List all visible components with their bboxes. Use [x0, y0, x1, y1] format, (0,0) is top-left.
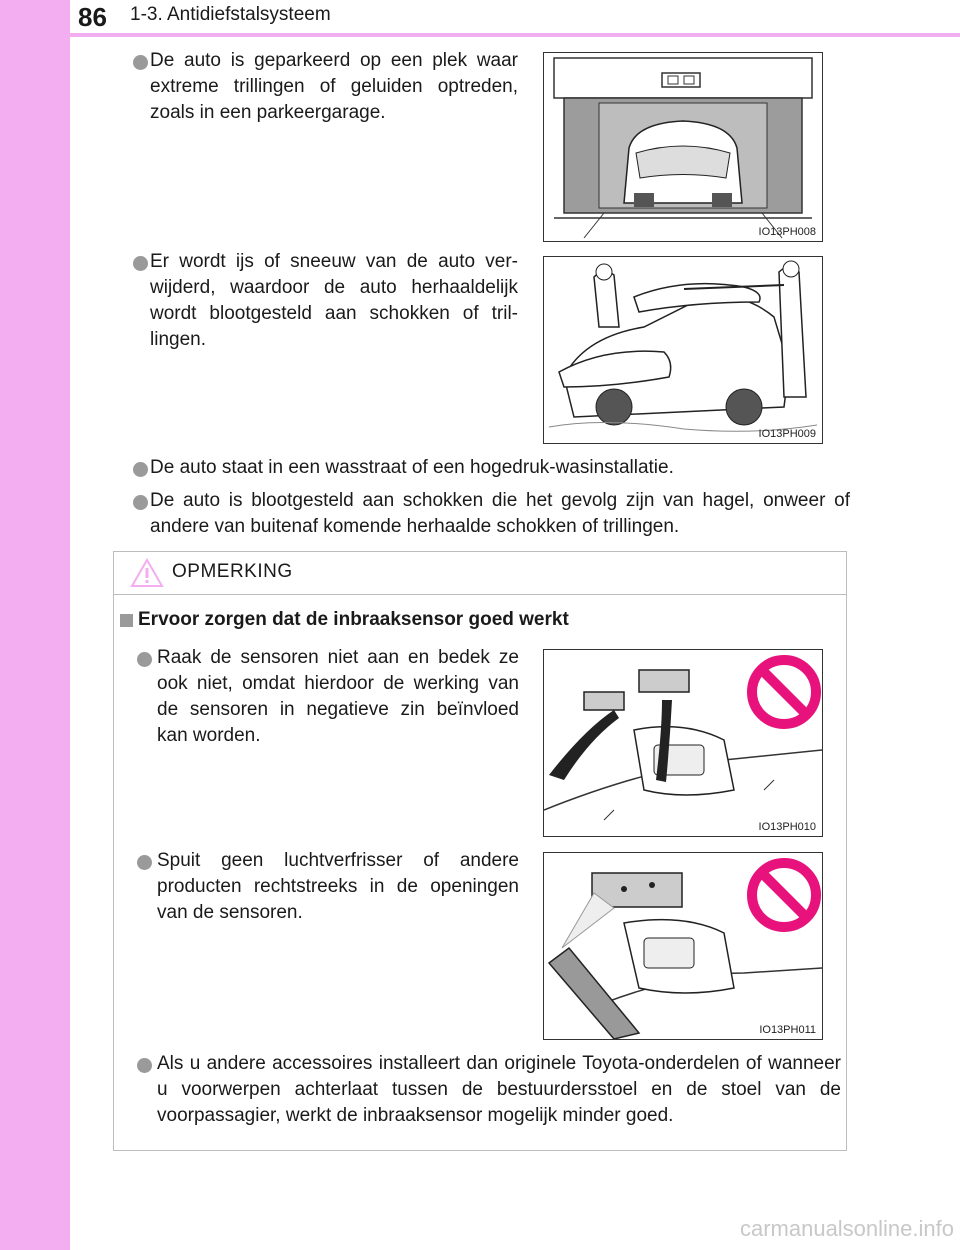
notice-subheading: Ervoor zorgen dat de inbraaksensor goed werkt — [138, 609, 569, 630]
figure-spray — [543, 852, 823, 1040]
list-item: Als u andere accessoires installeert dan originele Toyota-onderdelen of wanneer u voorwerpen achterlaat tussen de bestuurdersstoel en de stoel van de voorpassagier, werkt de inbraaksensor mogelijk minder goed. — [157, 1053, 841, 1126]
bullet-dot — [137, 1058, 152, 1073]
figure-code: IO13PH010 — [758, 821, 816, 833]
figure-snow-removal — [543, 256, 823, 444]
figure-code: IO13PH008 — [758, 226, 816, 238]
heading-square-icon — [120, 614, 133, 627]
list-item: Spuit geen luchtverfrisser of andere producten rechtstreeks in de openingen van de sensoren. — [157, 850, 519, 923]
page-sidebar — [0, 0, 70, 1250]
bullet-dot — [133, 55, 148, 70]
bullet-dot — [133, 462, 148, 477]
notice-header — [114, 552, 846, 595]
figure-code: IO13PH011 — [759, 1024, 816, 1036]
list-item: Er wordt ijs of sneeuw van de auto ver-wijderd, waardoor de auto herhaaldelijk wordt blootgesteld aan schokken of tril-lingen. — [150, 251, 518, 350]
bullet-dot — [133, 495, 148, 510]
watermark: carmanualsonline.info — [739, 1216, 954, 1241]
header-rule — [70, 33, 960, 37]
bullet-dot — [137, 855, 152, 870]
car-wash-illustration — [544, 53, 822, 241]
figure-code: IO13PH009 — [758, 428, 816, 440]
list-item: De auto is blootgesteld aan schokken die het gevolg zijn van hagel, onweer of andere van buitenaf komende herhaalde schokken of trillingen. — [150, 490, 850, 537]
warning-icon — [130, 558, 164, 593]
sensor-cover-illustration — [544, 650, 822, 836]
list-item: De auto staat in een wasstraat of een hogedruk-wasinstallatie. — [150, 457, 674, 478]
list-item: De auto is geparkeerd op een plek waar extreme trillingen of geluiden optreden, zoals in een parkeergarage. — [150, 50, 518, 123]
snow-removal-illustration — [544, 257, 822, 443]
figure-sensor-cover — [543, 649, 823, 837]
bullet-dot — [133, 256, 148, 271]
bullet-dot — [137, 652, 152, 667]
notice-title: OPMERKING — [172, 561, 293, 582]
spray-illustration — [544, 853, 822, 1039]
list-item: Raak de sensoren niet aan en bedek ze ook niet, omdat hierdoor de werking van de sensoren in negatieve zin beïnvloed kan worden. — [157, 647, 519, 746]
figure-car-wash — [543, 52, 823, 242]
page-number: 86 — [78, 2, 107, 32]
section-title: 1-3. Antidiefstalsysteem — [130, 4, 331, 25]
